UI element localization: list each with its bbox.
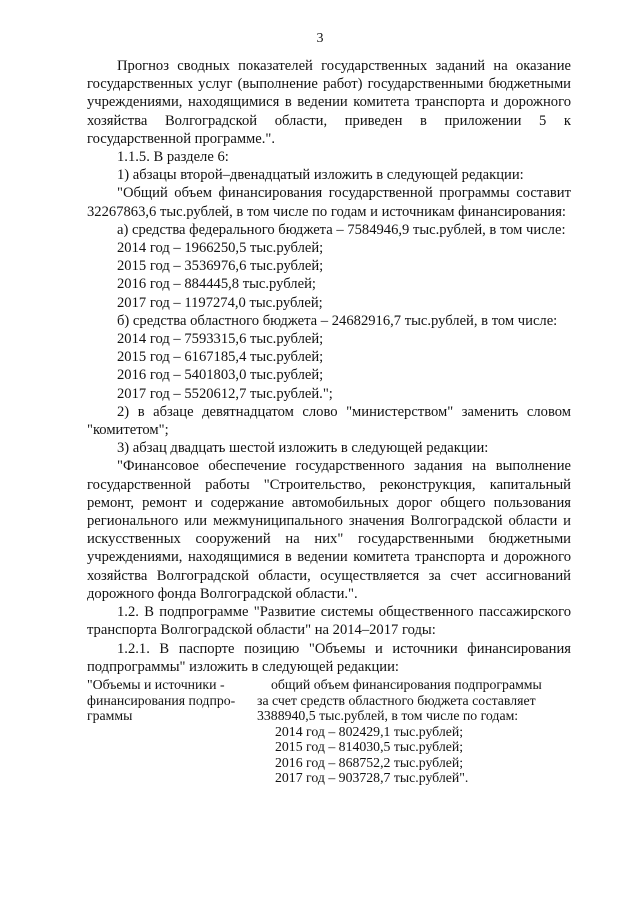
paragraph: 3) абзац двадцать шестой изложить в следующей редакции: [117,440,489,457]
paragraph: "Финансовое обеспечение государственного задания на выполнение государственной работы "Строительство, реконструкция, капитальный ремонт, ремонт и содержание автомобильных дорог общего пользования регионального или межмуниципального значения Волгоградской области и искусственных сооружений на них" государственными бюджетными учреждениями, находящимися в ведении комитета транспорта и дорожного хозяйства Волгоградской области, осуществляется за счет ассигнований дорожного фонда Волгоградской области.". [87,458,571,602]
paragraph: 2) в абзаце девятнадцатом слово "министерством" заменить словом "комитетом"; [87,403,571,439]
paragraph: 1) абзацы второй–двенадцатый изложить в следующей редакции: [117,167,524,184]
paragraph: б) средства областного бюджета – 24682916,7 тыс.рублей, в том числе: [117,312,558,329]
paragraph: 1.2. В подпрограмме "Развитие системы общественного пассажирского транспорта Волгоградской области" на 2014–2017 годы: [87,604,571,639]
year-line: 2017 год – 5520612,7 тыс.рублей."; [117,385,333,402]
document-body [87,57,571,786]
passport-value-line: 3388940,5 тыс.рублей, в том числе по годам: [257,708,519,724]
passport-value-line: общий объем финансирования подпрограммы [271,676,542,692]
passport-value-line: 2016 год – 868752,2 тыс.рублей; [275,754,464,770]
year-line: 2017 год – 1197274,0 тыс.рублей; [117,294,323,311]
year-line: 2016 год – 884445,8 тыс.рублей; [117,276,316,293]
passport-value-line: за счет средств областного бюджета составляет [257,692,536,708]
paragraph: Прогноз сводных показателей государственных заданий на оказание государственных услуг (выполнение работ) государственными бюджетными учреждениями, находящимися в ведении комитета транспорта и дорожного хозяйства Волгоградской области, приведен в приложении 5 к государственной программе.". [87,58,571,147]
year-line: 2014 год – 7593315,6 тыс.рублей; [117,331,324,348]
year-line: 2016 год – 5401803,0 тыс.рублей; [117,367,324,384]
passport-value-line: 2017 год – 903728,7 тыс.рублей". [275,770,469,786]
passport-label-line: граммы [87,708,133,724]
year-line: 2015 год – 3536976,6 тыс.рублей; [117,258,324,275]
page-number: 3 [316,31,324,46]
passport-label-line: финансирования подпро- [87,692,236,708]
year-line: 2014 год – 1966250,5 тыс.рублей; [117,240,324,257]
paragraph: 1.1.5. В разделе 6: [117,149,229,166]
paragraph: 1.2.1. В паспорте позицию "Объемы и источники финансирования подпрограммы" изложить в следующей редакции: [87,640,571,675]
paragraph: "Общий объем финансирования государственной программы составит 32267863,6 тыс.рублей, в том числе по годам и источникам финансирования: [87,185,571,220]
passport-value-line: 2015 год – 814030,5 тыс.рублей; [275,739,464,755]
passport-value-line: 2014 год – 802429,1 тыс.рублей; [275,723,464,739]
paragraph: а) средства федерального бюджета – 7584946,9 тыс.рублей, в том числе: [117,221,566,238]
passport-label-line: "Объемы и источники - [87,676,225,692]
passport-table-value [257,677,559,786]
passport-table [87,677,571,786]
passport-table-label [87,677,257,786]
paragraph-list [87,57,571,676]
year-line: 2015 год – 6167185,4 тыс.рублей; [117,349,324,366]
